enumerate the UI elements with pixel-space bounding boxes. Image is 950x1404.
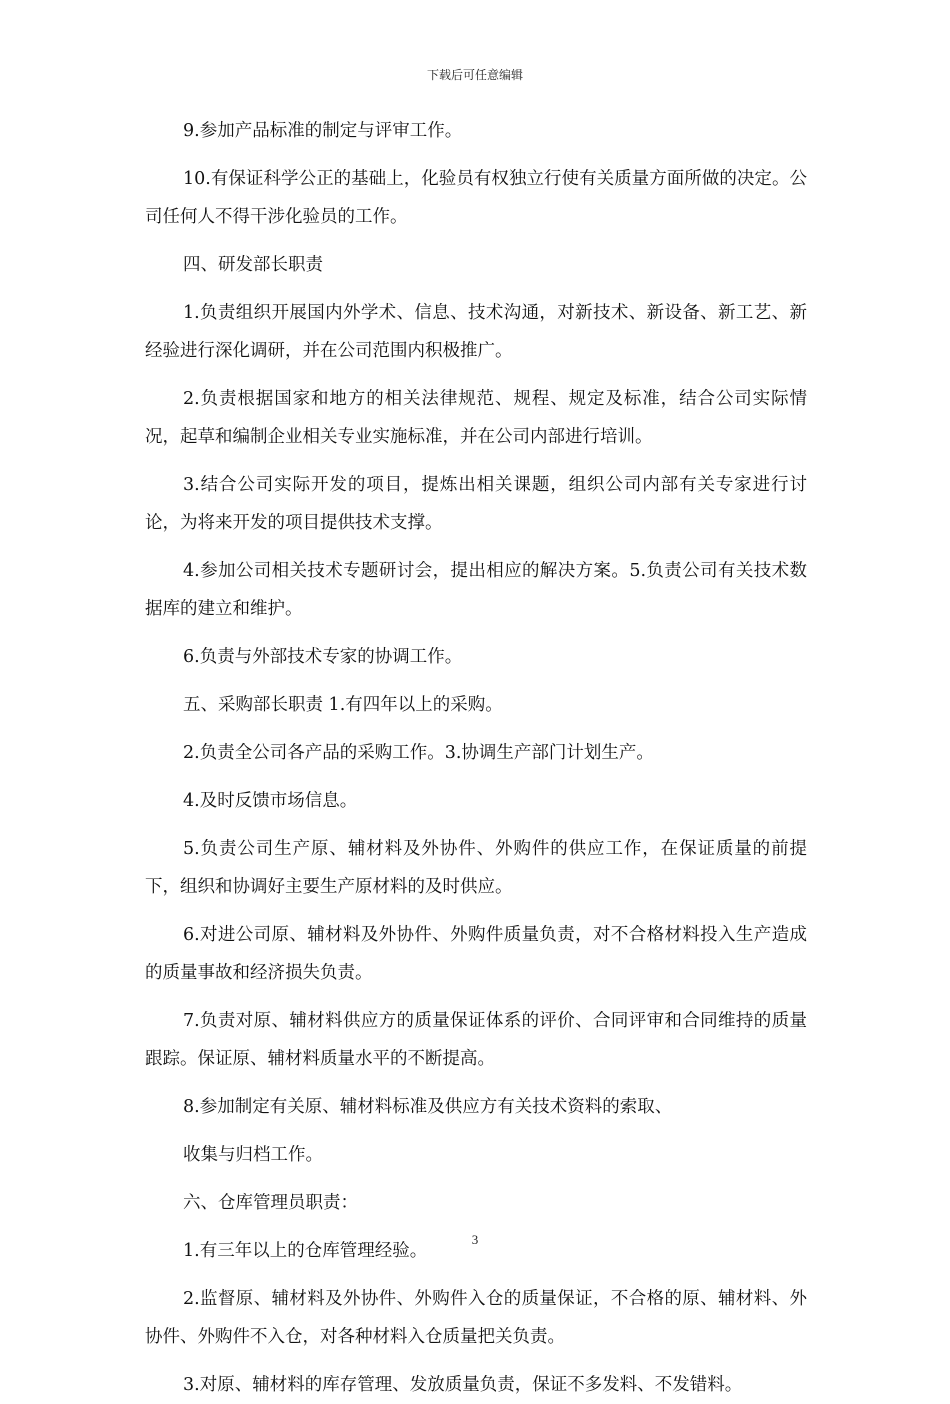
- paragraph: 5.负责公司生产原、辅材料及外协件、外购件的供应工作，在保证质量的前提下，组织和协调好主要生产原材料的及时供应。: [145, 839, 807, 897]
- paragraph: 2.监督原、辅材料及外协件、外购件入仓的质量保证，不合格的原、辅材料、外协件、外购件不入仓，对各种材料入仓质量把关负责。: [145, 1289, 807, 1347]
- page-number: 3: [471, 1232, 479, 1247]
- paragraph: 收集与归档工作。: [183, 1145, 323, 1165]
- paragraph: 3.对原、辅材料的库存管理、发放质量负责，保证不多发料、不发错料。: [183, 1375, 743, 1395]
- paragraph: 4.及时反馈市场信息。: [183, 791, 358, 811]
- paragraph: 3.结合公司实际开发的项目，提炼出相关课题，组织公司内部有关专家进行讨论，为将来开发的项目提供技术支撑。: [145, 475, 807, 533]
- paragraph: 1.有三年以上的仓库管理经验。: [183, 1241, 428, 1261]
- paragraph: 10.有保证科学公正的基础上，化验员有权独立行使有关质量方面所做的决定。公司任何人不得干涉化验员的工作。: [145, 169, 807, 227]
- paragraph: 7.负责对原、辅材料供应方的质量保证体系的评价、合同评审和合同维持的质量跟踪。保证原、辅材料质量水平的不断提高。: [145, 1011, 807, 1069]
- paragraph: 2.负责全公司各产品的采购工作。3.协调生产部门计划生产。: [183, 743, 654, 763]
- paragraph: 1.负责组织开展国内外学术、信息、技术沟通，对新技术、新设备、新工艺、新经验进行深化调研，并在公司范围内积极推广。: [145, 303, 807, 361]
- page-header: 下载后可任意编辑: [426, 68, 523, 82]
- paragraph: 8.参加制定有关原、辅材料标准及供应方有关技术资料的索取、: [183, 1097, 673, 1117]
- section-heading: 五、采购部长职责 1.有四年以上的采购。: [183, 695, 503, 715]
- paragraph: 2.负责根据国家和地方的相关法律规范、规程、规定及标准，结合公司实际情况，起草和编制企业相关专业实施标准，并在公司内部进行培训。: [145, 389, 807, 447]
- section-heading: 四、研发部长职责: [183, 255, 323, 275]
- paragraph: 6.负责与外部技术专家的协调工作。: [183, 647, 463, 667]
- paragraph: 9.参加产品标准的制定与评审工作。: [183, 121, 463, 141]
- paragraph: 4.参加公司相关技术专题研讨会，提出相应的解决方案。5.负责公司有关技术数据库的建立和维护。: [145, 561, 807, 619]
- section-heading: 六、仓库管理员职责：: [183, 1193, 358, 1213]
- paragraph: 6.对进公司原、辅材料及外协件、外购件质量负责，对不合格材料投入生产造成的质量事故和经济损失负责。: [145, 925, 807, 983]
- document-body: [145, 112, 807, 1404]
